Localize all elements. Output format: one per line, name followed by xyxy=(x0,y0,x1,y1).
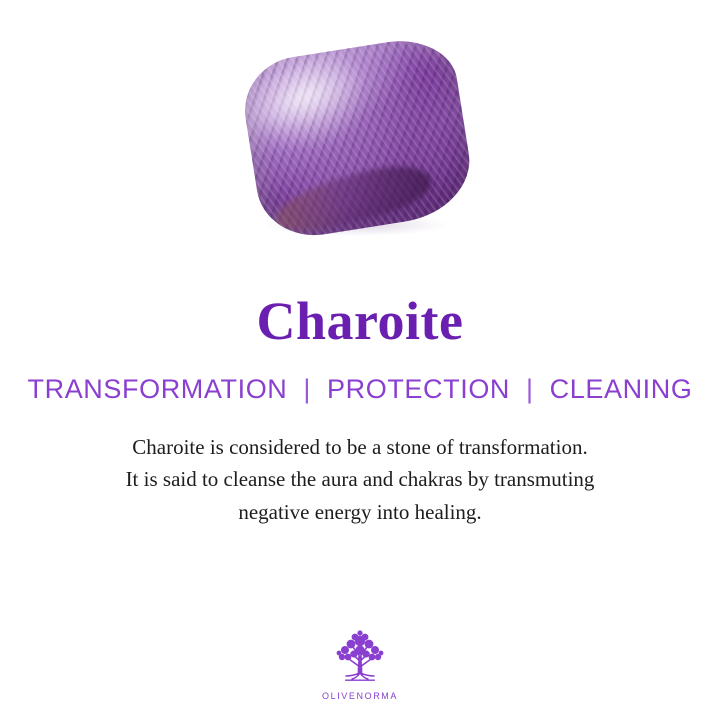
description-line-1: Charoite is considered to be a stone of transformation. xyxy=(132,434,588,459)
description-line-3: negative energy into healing. xyxy=(238,499,482,524)
brand-logo xyxy=(0,629,720,701)
keyword-cleaning: CLEANING xyxy=(549,373,693,404)
charoite-stone-shape xyxy=(237,32,478,243)
brand-name: OLIVENORMA xyxy=(321,691,398,701)
keyword-list xyxy=(28,374,693,405)
keyword-separator-2: | xyxy=(526,373,534,404)
stone-image xyxy=(240,38,480,238)
description-line-2: It is said to cleanse the aura and chakras by transmuting xyxy=(125,467,595,492)
page-title: Charoite xyxy=(256,291,464,351)
keyword-transformation: TRANSFORMATION xyxy=(27,373,288,404)
keyword-separator-1: | xyxy=(303,373,312,404)
description-text xyxy=(40,431,680,529)
tree-of-life-icon xyxy=(329,629,391,687)
keyword-protection: PROTECTION xyxy=(327,373,511,404)
stone-image-area xyxy=(0,0,720,275)
